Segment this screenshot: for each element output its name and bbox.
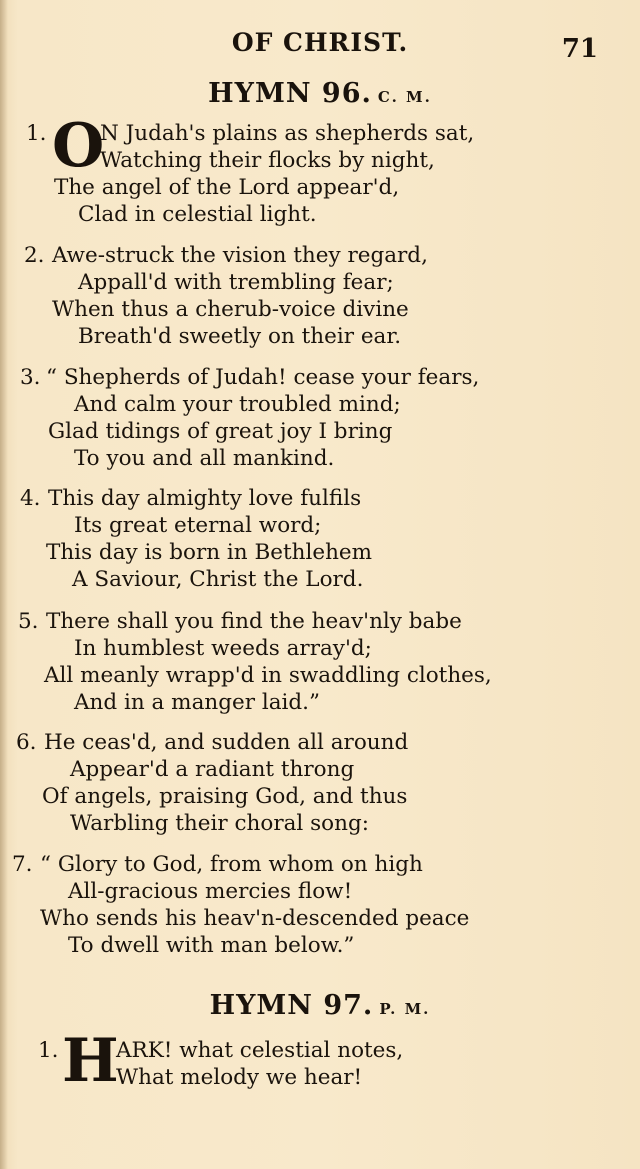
verse-line: This day is born in Bethlehem [46, 540, 373, 565]
verse-line: “ Shepherds of Judah! cease your fears, [46, 365, 480, 390]
verse-line: N Judah's plains as shepherds sat, [100, 121, 475, 146]
verse-line: ARK! what celestial notes, [116, 1038, 404, 1063]
verse-line: He ceas'd, and sudden all around [44, 730, 409, 755]
verse-line: All meanly wrapp'd in swaddling clothes, [44, 663, 492, 688]
verse-line: And calm your troubled mind; [74, 392, 401, 417]
stanza-number: 1. [26, 121, 47, 146]
verse-line: Appall'd with trembling fear; [78, 270, 394, 295]
verse-line: In humblest weeds array'd; [74, 636, 372, 661]
verse-line: The angel of the Lord appear'd, [54, 175, 400, 200]
hymn-97-heading: HYMN 97. [209, 990, 374, 1021]
verse-line: A Saviour, Christ the Lord. [72, 567, 364, 592]
stanza-number: 5. [18, 609, 39, 634]
verse-line: Who sends his heav'n-descended peace [40, 906, 470, 931]
stanza-number: 3. [20, 365, 41, 390]
hymn-96-meter: C. M. [377, 88, 432, 106]
verse-line: Clad in celestial light. [78, 202, 317, 227]
verse-line: This day almighty love fulfils [48, 486, 362, 511]
verse-line: What melody we hear! [116, 1065, 363, 1090]
hymn-97-title [0, 990, 640, 1021]
stanza-number: 2. [24, 243, 45, 268]
hymn-97-meter: P. M. [379, 1000, 431, 1018]
verse-line: Of angels, praising God, and thus [42, 784, 408, 809]
running-head: OF CHRIST. [231, 28, 409, 57]
page-number: 71 [561, 34, 598, 64]
verse-line: All-gracious mercies flow! [68, 879, 353, 904]
verse-line: Appear'd a radiant throng [70, 757, 355, 782]
verse-line: Warbling their choral song: [70, 811, 369, 836]
hymn-96-heading: HYMN 96. [208, 78, 372, 109]
stanza-number: 6. [16, 730, 37, 755]
drop-cap: O [52, 111, 105, 181]
verse-line: To dwell with man below.” [68, 933, 355, 958]
verse-line: Breath'd sweetly on their ear. [78, 324, 402, 349]
verse-line: Awe-struck the vision they regard, [52, 243, 428, 268]
stanza-number: 1. [38, 1038, 59, 1063]
hymn-96-title [0, 78, 640, 109]
verse-line: And in a manger laid.” [74, 690, 320, 715]
verse-line: There shall you find the heav'nly babe [46, 609, 462, 634]
stanza-number: 7. [12, 852, 33, 877]
verse-line: Its great eternal word; [74, 513, 322, 538]
verse-line: When thus a cherub-voice divine [52, 297, 409, 322]
verse-line: Glad tidings of great joy I bring [48, 419, 393, 444]
verse-line: Watching their flocks by night, [100, 148, 435, 173]
verse-line: “ Glory to God, from whom on high [40, 852, 423, 877]
stanza-number: 4. [20, 486, 41, 511]
drop-cap: H [62, 1026, 119, 1096]
verse-line: To you and all mankind. [74, 446, 335, 471]
